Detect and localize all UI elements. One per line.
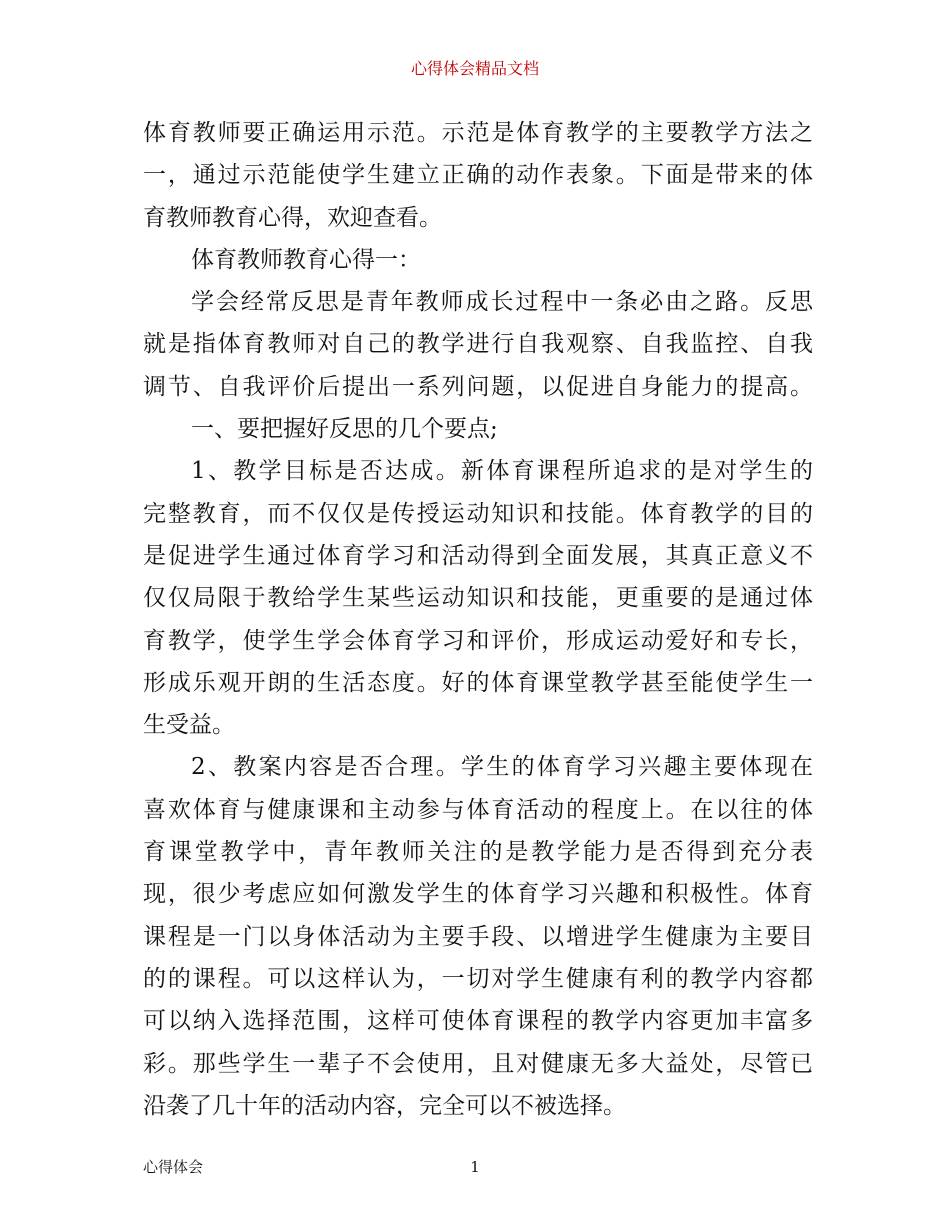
- body-line: 学会经常反思是青年教师成长过程中一条必由之路。反思: [191, 289, 813, 316]
- body-line: 育课堂教学中，青年教师关注的是教学能力是否得到充分表: [143, 839, 813, 866]
- body-line: 调节、自我评价后提出一系列问题，以促进自身能力的提高。: [143, 373, 813, 400]
- body-line: 形成乐观开朗的生活态度。好的体育课堂教学甚至能使学生一: [143, 669, 813, 696]
- body-line: 可以纳入选择范围，这样可使体育课程的教学内容更加丰富多: [143, 1008, 813, 1035]
- body-line: 课程是一门以身体活动为主要手段、以增进学生健康为主要目: [143, 923, 813, 950]
- section-heading: 体育教师教育心得一：: [191, 246, 421, 273]
- subsection-heading: 一、要把握好反思的几个要点;: [191, 416, 498, 443]
- body-line: 2、教案内容是否合理。学生的体育学习兴趣主要体现在: [191, 754, 813, 781]
- body-line: 就是指体育教师对自己的教学进行自我观察、自我监控、自我: [143, 331, 813, 358]
- body-line: 1、教学目标是否达成。新体育课程所追求的是对学生的: [191, 458, 813, 485]
- body-line: 完整教育，而不仅仅是传授运动知识和技能。体育教学的目的: [143, 500, 813, 527]
- page-number: 1: [470, 1158, 480, 1176]
- body-line: 体育教师要正确运用示范。示范是体育教学的主要教学方法之: [143, 120, 813, 146]
- body-line: 仅仅局限于教给学生某些运动知识和技能，更重要的是通过体: [143, 585, 813, 612]
- document-body: [143, 112, 813, 1127]
- page-header-title: 心得体会精品文档: [410, 59, 539, 78]
- body-line: 生受益。: [143, 712, 235, 739]
- body-line: 育教师教育心得，欢迎查看。: [143, 204, 442, 231]
- body-line: 育教学，使学生学会体育学习和评价，形成运动爱好和专长，: [143, 627, 813, 654]
- body-line: 彩。那些学生一辈子不会使用，且对健康无多大益处，尽管已: [143, 1050, 813, 1077]
- body-line: 沿袭了几十年的活动内容，完全可以不被选择。: [143, 1092, 626, 1119]
- body-line: 是促进学生通过体育学习和活动得到全面发展，其真正意义不: [143, 542, 813, 569]
- body-line: 现，很少考虑应如何激发学生的体育学习兴趣和积极性。体育: [143, 881, 813, 908]
- body-line: 的的课程。可以这样认为，一切对学生健康有利的教学内容都: [143, 965, 813, 992]
- body-line: 喜欢体育与健康课和主动参与体育活动的程度上。在以往的体: [143, 796, 813, 823]
- footer-label: 心得体会: [143, 1158, 204, 1176]
- body-line: 一，通过示范能使学生建立正确的动作表象。下面是带来的体: [143, 162, 813, 189]
